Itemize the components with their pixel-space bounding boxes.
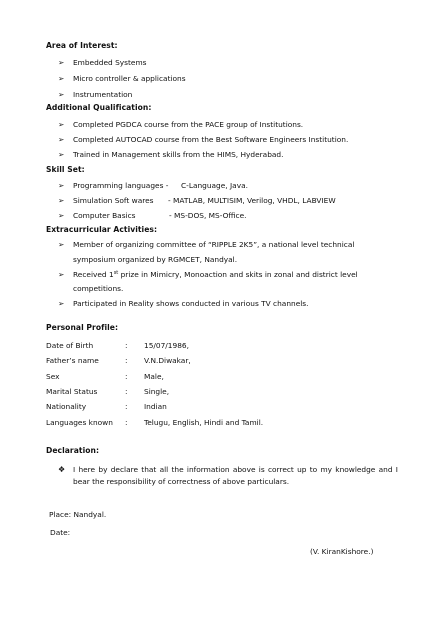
profile-colon: : <box>125 418 128 427</box>
profile-value: V.N.Diwakar, <box>144 356 191 365</box>
arrow-bullet-icon: ➢ <box>58 270 65 279</box>
profile-colon: : <box>125 341 128 350</box>
qualification-item: Trained in Management skills from the HIMS, Hyderabad. <box>73 150 284 159</box>
arrow-bullet-icon: ➢ <box>58 74 65 83</box>
activity-text: Member of organizing committee of “RIPPLE 2K5”, a national level technical <box>73 240 355 249</box>
signature-name: (V. KiranKishore.) <box>310 547 374 556</box>
qualification-item: Completed AUTOCAD course from the Best Software Engineers Institution. <box>73 135 349 144</box>
interest-item: Micro controller & applications <box>73 74 186 83</box>
activity-text: Received 1st prize in Mimicry, Monoaction and skits in zonal and district level <box>73 270 358 279</box>
arrow-bullet-icon: ➢ <box>58 120 65 129</box>
arrow-bullet-icon: ➢ <box>58 150 65 159</box>
diamond-bullet-icon: ❖ <box>58 465 66 474</box>
profile-value: Indian <box>144 402 167 411</box>
interest-item: Embedded Systems <box>73 58 147 67</box>
profile-value: 15/07/1986, <box>144 341 189 350</box>
profile-label: Marital Status <box>46 387 98 396</box>
activity-text: Participated in Reality shows conducted in various TV channels. <box>73 299 309 308</box>
arrow-bullet-icon: ➢ <box>58 240 65 249</box>
skill-label: Simulation Soft wares <box>73 196 154 205</box>
profile-colon: : <box>125 402 128 411</box>
qualification-item: Completed PGDCA course from the PACE group of Institutions. <box>73 120 304 129</box>
skill-value: - MATLAB, MULTISIM, Verilog, VHDL, LABVIEW <box>168 196 336 205</box>
profile-colon: : <box>125 387 128 396</box>
interest-item: Instrumentation <box>73 90 133 99</box>
place-line: Place: Nandyal. <box>49 510 107 519</box>
profile-value: Single, <box>144 387 170 396</box>
personal-profile-heading: Personal Profile: <box>46 323 119 332</box>
date-line: Date: <box>50 528 71 537</box>
arrow-bullet-icon: ➢ <box>58 196 65 205</box>
arrow-bullet-icon: ➢ <box>58 58 65 67</box>
skill-set-heading: Skill Set: <box>46 165 85 174</box>
activity-text: symposium organized by RGMCET, Nandyal. <box>73 255 238 264</box>
profile-label: Languages known <box>46 418 113 427</box>
profile-label: Date of Birth <box>46 341 94 350</box>
profile-label: Nationality <box>46 402 87 411</box>
skill-label: Computer Basics <box>73 211 136 220</box>
profile-value: Male, <box>144 372 164 381</box>
profile-value: Telugu, English, Hindi and Tamil. <box>144 418 264 427</box>
skill-value: - MS-DOS, MS-Office. <box>169 211 247 220</box>
arrow-bullet-icon: ➢ <box>58 181 65 190</box>
declaration-heading: Declaration: <box>46 446 100 455</box>
arrow-bullet-icon: ➢ <box>58 135 65 144</box>
profile-label: Sex <box>46 372 60 381</box>
arrow-bullet-icon: ➢ <box>58 211 65 220</box>
activity-text: competitions. <box>73 284 124 293</box>
skill-label: Programming languages - <box>73 181 169 190</box>
area-of-interest-heading: Area of Interest: <box>46 41 118 50</box>
arrow-bullet-icon: ➢ <box>58 299 65 308</box>
declaration-item <box>58 464 398 487</box>
extracurricular-heading: Extracurricular Activities: <box>46 225 158 234</box>
profile-label: Father’s name <box>46 356 99 365</box>
profile-colon: : <box>125 356 128 365</box>
declaration-text: I here by declare that all the information above is correct up to my knowledge and I bear the responsibility of correctness of above particulars. <box>73 465 398 486</box>
additional-qualification-heading: Additional Qualification: <box>46 103 152 112</box>
arrow-bullet-icon: ➢ <box>58 90 65 99</box>
profile-colon: : <box>125 372 128 381</box>
skill-value: C-Language, Java. <box>181 181 248 190</box>
